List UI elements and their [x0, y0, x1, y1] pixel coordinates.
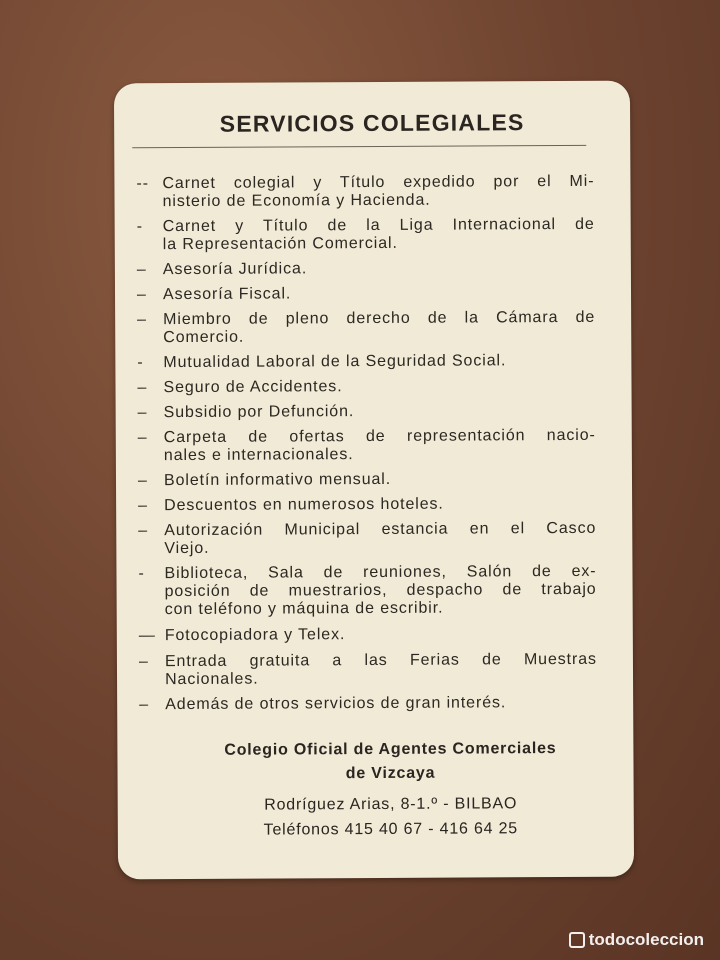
- item-line: Autorización Municipal estancia en el Casco: [164, 519, 597, 540]
- dash-bullet: –: [138, 522, 149, 540]
- item-line: Entrada gratuita a las Ferias de Muestras: [164, 650, 597, 671]
- list-item: [137, 259, 595, 279]
- item-line: Carnet y Título de la Liga Internacional de: [162, 215, 595, 236]
- item-line: Además de otros servicios de gran interés.: [165, 694, 507, 714]
- phones: Teléfonos 415 40 67 - 416 64 25: [263, 820, 519, 839]
- service-card: [114, 81, 634, 880]
- list-item: [138, 520, 596, 558]
- list-item: [139, 625, 597, 645]
- dash-bullet: -: [137, 354, 144, 372]
- item-line: posición de muestrarios, despacho de trabajo: [164, 580, 597, 601]
- list-item: [138, 402, 596, 422]
- dash-bullet: –: [137, 429, 148, 447]
- item-line: Subsidio por Defunción.: [163, 403, 355, 422]
- dash-bullet: –: [138, 653, 149, 671]
- address: Rodríguez Arias, 8-1.º - BILBAO: [264, 795, 518, 814]
- title-divider: [132, 145, 586, 148]
- item-line: la Representación Comercial.: [162, 234, 398, 254]
- services-list: [136, 173, 597, 721]
- list-item: [137, 284, 595, 304]
- dash-bullet: —: [138, 627, 156, 645]
- item-line: Mutualidad Laboral de la Seguridad Social.: [163, 352, 507, 372]
- list-item: [138, 427, 596, 465]
- dash-bullet: –: [138, 497, 148, 515]
- organization-line-2: de Vizcaya: [345, 764, 436, 783]
- dash-bullet: –: [137, 404, 148, 422]
- item-line: Fotocopiadora y Telex.: [164, 626, 346, 645]
- list-item: [139, 651, 597, 689]
- dash-bullet: -: [138, 565, 145, 583]
- list-item: [137, 377, 595, 397]
- item-line: Asesoría Jurídica.: [162, 260, 308, 279]
- item-line: Miembro de pleno derecho de la Cámara de: [163, 308, 596, 329]
- organization-name: [177, 737, 603, 787]
- item-line: Carpeta de ofertas de representación nacio-: [163, 426, 596, 447]
- item-line: Viejo.: [164, 539, 210, 558]
- card-title: SERVICIOS COLEGIALES: [219, 109, 525, 137]
- item-line: Asesoría Fiscal.: [162, 285, 292, 304]
- item-line: Seguro de Accidentes.: [163, 378, 343, 397]
- list-item: [137, 309, 595, 347]
- item-line: nales e internacionales.: [163, 446, 354, 465]
- organization-line-1: Colegio Oficial de Agentes Comerciales: [224, 740, 557, 759]
- dash-bullet: –: [136, 286, 147, 304]
- dash-bullet: –: [137, 472, 148, 490]
- list-item: [138, 563, 596, 619]
- item-line: con teléfono y máquina de escribir.: [164, 599, 444, 619]
- item-line: Nacionales.: [164, 670, 259, 689]
- dash-bullet: -: [136, 218, 143, 236]
- item-line: nisterio de Economía y Hacienda.: [162, 191, 431, 211]
- item-line: Biblioteca, Sala de reuniones, Salón de ex-: [164, 562, 597, 583]
- contact-info: [178, 791, 604, 843]
- list-item: [138, 495, 596, 515]
- watermark-text: todocoleccion: [588, 930, 704, 949]
- item-line: Comercio.: [163, 328, 245, 347]
- dash-bullet: --: [136, 175, 149, 193]
- item-line: Carnet colegial y Título expedido por el Mi-: [162, 172, 595, 193]
- dash-bullet: –: [136, 261, 147, 279]
- list-item: [139, 694, 597, 714]
- item-line: Boletín informativo mensual.: [163, 470, 392, 490]
- list-item: [136, 173, 594, 211]
- dash-bullet: –: [137, 311, 148, 329]
- list-item: [137, 216, 595, 254]
- watermark: [569, 930, 704, 950]
- watermark-logo-icon: [569, 932, 585, 948]
- list-item: [138, 470, 596, 490]
- dash-bullet: –: [139, 696, 150, 714]
- list-item: [137, 352, 595, 372]
- dash-bullet: –: [137, 379, 148, 397]
- item-line: Descuentos en numerosos hoteles.: [164, 495, 444, 515]
